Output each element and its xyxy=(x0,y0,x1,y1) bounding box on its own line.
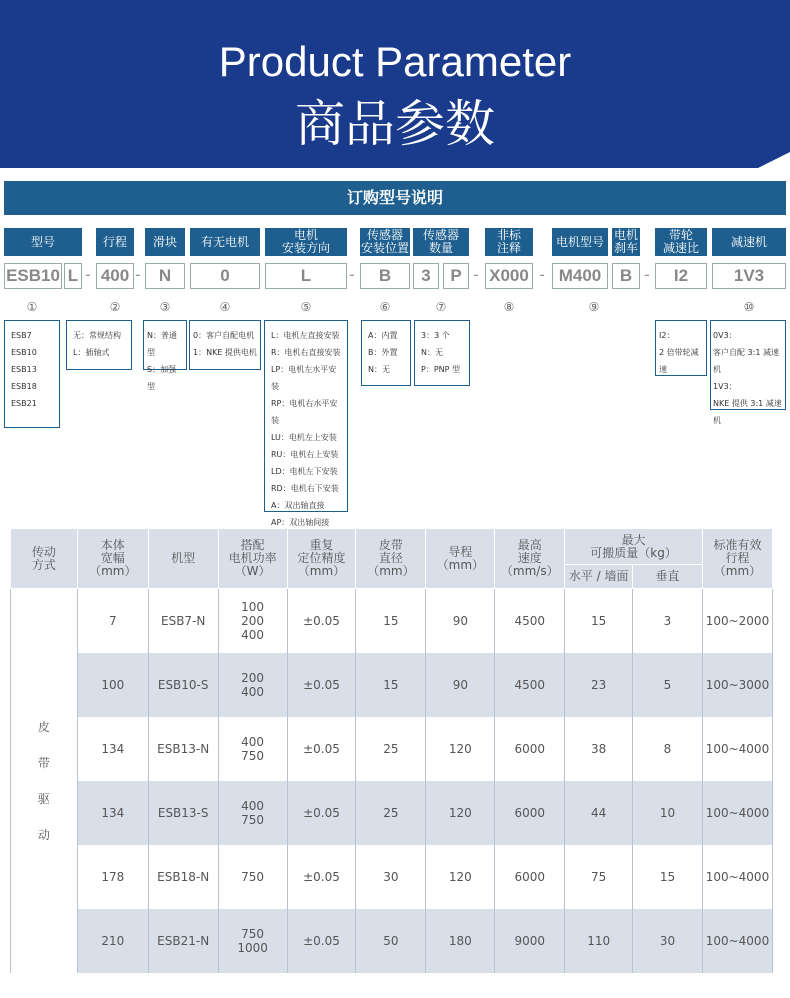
th-stroke: 标准有效 行程 （mm） xyxy=(702,529,772,589)
cell-stroke: 100~4000 xyxy=(702,781,772,845)
th-model: 机型 xyxy=(148,529,218,589)
cell-belt: 30 xyxy=(356,845,426,909)
option-box-slider: N：普通型 S：加强型 xyxy=(143,320,187,370)
cell-precision: ±0.05 xyxy=(287,781,356,845)
title-cn: 商品参数 xyxy=(295,95,495,153)
table-row xyxy=(11,717,773,781)
cell-model: ESB7-N xyxy=(148,589,218,653)
cell-horizontal: 23 xyxy=(565,653,633,717)
dash: - xyxy=(349,265,355,284)
option-number: ① xyxy=(26,300,38,314)
cell-power: 200 400 xyxy=(218,653,287,717)
cell-lead: 120 xyxy=(426,781,495,845)
cell-model: ESB13-S xyxy=(148,781,218,845)
cell-horizontal: 75 xyxy=(565,845,633,909)
cell-stroke: 100~3000 xyxy=(702,653,772,717)
cell-belt: 25 xyxy=(356,717,426,781)
drive-type-cell: 皮 带 驱 动 xyxy=(11,589,78,973)
cell-speed: 6000 xyxy=(495,781,565,845)
code-model: ESB10 xyxy=(4,263,62,289)
dash: - xyxy=(85,265,91,284)
cell-power: 100 200 400 xyxy=(218,589,287,653)
cell-speed: 9000 xyxy=(495,909,565,973)
cell-width: 134 xyxy=(77,781,148,845)
code-brake: B xyxy=(612,263,640,289)
order-header-motor: 有无电机 xyxy=(190,228,260,256)
cell-belt: 50 xyxy=(356,909,426,973)
code-nonstandard: X000 xyxy=(485,263,533,289)
th-payload: 最大 可搬质量（kg） xyxy=(565,529,703,565)
cell-width: 178 xyxy=(77,845,148,909)
option-box-stroke: 无：常规结构 L：插轴式 xyxy=(66,320,132,370)
option-number: ⑨ xyxy=(588,300,600,314)
header-banner xyxy=(0,0,790,168)
order-header-direction: 电机 安装方向 xyxy=(265,228,347,256)
cell-precision: ±0.05 xyxy=(287,653,356,717)
cell-horizontal: 15 xyxy=(565,589,633,653)
th-precision: 重复 定位精度 （mm） xyxy=(287,529,356,589)
option-box-reducer: 0V3： 客户自配 3:1 减速机 1V3： NKE 提供 3:1 减速机 xyxy=(710,320,786,410)
cell-power: 750 1000 xyxy=(218,909,287,973)
cell-width: 100 xyxy=(77,653,148,717)
option-number: ⑥ xyxy=(379,300,391,314)
code-structure: L xyxy=(64,263,82,289)
cell-width: 7 xyxy=(77,589,148,653)
order-header-brake: 电机 刹车 xyxy=(613,228,638,255)
cell-vertical: 8 xyxy=(633,717,703,781)
option-number: ⑧ xyxy=(503,300,515,314)
option-box-direction: L：电机左直接安装 R：电机右直接安装 LP：电机左水平安装 RP：电机右水平安装 LU：电机左上安装 RU：电机右上安装 LD：电机左下安装 RD：电机右下安装 A：双出轴直接 AP：双出轴间接 xyxy=(264,320,348,512)
cell-power: 400 750 xyxy=(218,717,287,781)
option-number: ⑦ xyxy=(435,300,447,314)
th-drive: 传动 方式 xyxy=(11,529,78,589)
cell-vertical: 15 xyxy=(633,845,703,909)
order-header-slider: 滑块 xyxy=(145,228,185,256)
order-header-model: 型号 xyxy=(4,228,82,256)
option-box-pulley: I2： 2 倍带轮减速 xyxy=(655,320,707,376)
table-row xyxy=(11,909,773,973)
cell-power: 400 750 xyxy=(218,781,287,845)
cell-lead: 120 xyxy=(426,717,495,781)
dash: - xyxy=(539,265,545,284)
order-header-pulley: 带轮 减速比 xyxy=(655,228,707,256)
cell-speed: 4500 xyxy=(495,589,565,653)
cell-speed: 6000 xyxy=(495,717,565,781)
code-sensor-qty: 3 xyxy=(413,263,439,289)
code-pulley: I2 xyxy=(655,263,707,289)
cell-speed: 6000 xyxy=(495,845,565,909)
cell-width: 134 xyxy=(77,717,148,781)
th-belt: 皮带 直径 （mm） xyxy=(356,529,426,589)
th-width: 本体 宽幅 （mm） xyxy=(77,529,148,589)
order-header-nonstandard: 非标 注释 xyxy=(485,228,533,256)
th-power: 搭配 电机功率 （W） xyxy=(218,529,287,589)
cell-stroke: 100~4000 xyxy=(702,909,772,973)
order-header-stroke: 行程 xyxy=(96,228,134,256)
th-speed: 最高 速度 （mm/s） xyxy=(495,529,565,589)
option-number: ⑩ xyxy=(743,300,755,314)
th-vertical: 垂直 xyxy=(633,565,703,589)
table-row xyxy=(11,653,773,717)
cell-vertical: 5 xyxy=(633,653,703,717)
option-number: ⑤ xyxy=(300,300,312,314)
spec-table xyxy=(10,528,773,973)
cell-vertical: 3 xyxy=(633,589,703,653)
code-sensor-pos: B xyxy=(360,263,410,289)
dash: - xyxy=(644,265,650,284)
cell-stroke: 100~4000 xyxy=(702,717,772,781)
cell-stroke: 100~2000 xyxy=(702,589,772,653)
cell-width: 210 xyxy=(77,909,148,973)
order-section-title: 订购型号说明 xyxy=(4,181,786,215)
cell-belt: 15 xyxy=(356,653,426,717)
option-box-motor: 0：客户自配电机 1：NKE 提供电机 xyxy=(189,320,261,370)
th-lead: 导程 （mm） xyxy=(426,529,495,589)
cell-power: 750 xyxy=(218,845,287,909)
option-box-model: ESB7 ESB10 ESB13 ESB18 ESB21 xyxy=(4,320,60,428)
cell-belt: 25 xyxy=(356,781,426,845)
cell-model: ESB13-N xyxy=(148,717,218,781)
cell-precision: ±0.05 xyxy=(287,589,356,653)
order-header-sensor-pos: 传感器 安装位置 xyxy=(360,228,409,255)
cell-lead: 90 xyxy=(426,653,495,717)
code-motor: 0 xyxy=(190,263,260,289)
code-sensor-type: P xyxy=(443,263,469,289)
cell-precision: ±0.05 xyxy=(287,845,356,909)
option-number: ③ xyxy=(159,300,171,314)
cell-vertical: 30 xyxy=(633,909,703,973)
code-reducer: 1V3 xyxy=(712,263,786,289)
cell-vertical: 10 xyxy=(633,781,703,845)
order-header-reducer: 减速机 xyxy=(712,228,786,256)
code-stroke: 400 xyxy=(96,263,134,289)
table-row xyxy=(11,781,773,845)
table-row xyxy=(11,589,773,653)
cell-model: ESB21-N xyxy=(148,909,218,973)
cell-model: ESB18-N xyxy=(148,845,218,909)
dash: - xyxy=(473,265,479,284)
code-slider: N xyxy=(145,263,185,289)
th-horizontal: 水平 / 墙面 xyxy=(565,565,633,589)
option-number: ② xyxy=(109,300,121,314)
option-box-sensor-pos: A：内置 B：外置 N：无 xyxy=(361,320,411,386)
cell-lead: 120 xyxy=(426,845,495,909)
dash: - xyxy=(135,265,141,284)
cell-speed: 4500 xyxy=(495,653,565,717)
title-en: Product Parameter xyxy=(218,38,572,85)
option-box-sensor-qty: 3：3 个 N：无 P：PNP 型 xyxy=(414,320,470,386)
cell-model: ESB10-S xyxy=(148,653,218,717)
cell-lead: 90 xyxy=(426,589,495,653)
order-header-motor-model: 电机型号 xyxy=(552,228,608,256)
code-motor-model: M400 xyxy=(552,263,608,289)
table-row xyxy=(11,845,773,909)
cell-precision: ±0.05 xyxy=(287,909,356,973)
option-number: ④ xyxy=(219,300,231,314)
cell-lead: 180 xyxy=(426,909,495,973)
order-header-sensor-qty: 传感器 数量 xyxy=(413,228,469,256)
cell-horizontal: 110 xyxy=(565,909,633,973)
cell-precision: ±0.05 xyxy=(287,717,356,781)
cell-horizontal: 44 xyxy=(565,781,633,845)
code-direction: L xyxy=(265,263,347,289)
banner-corner-notch xyxy=(758,152,790,168)
cell-belt: 15 xyxy=(356,589,426,653)
cell-stroke: 100~4000 xyxy=(702,845,772,909)
cell-horizontal: 38 xyxy=(565,717,633,781)
